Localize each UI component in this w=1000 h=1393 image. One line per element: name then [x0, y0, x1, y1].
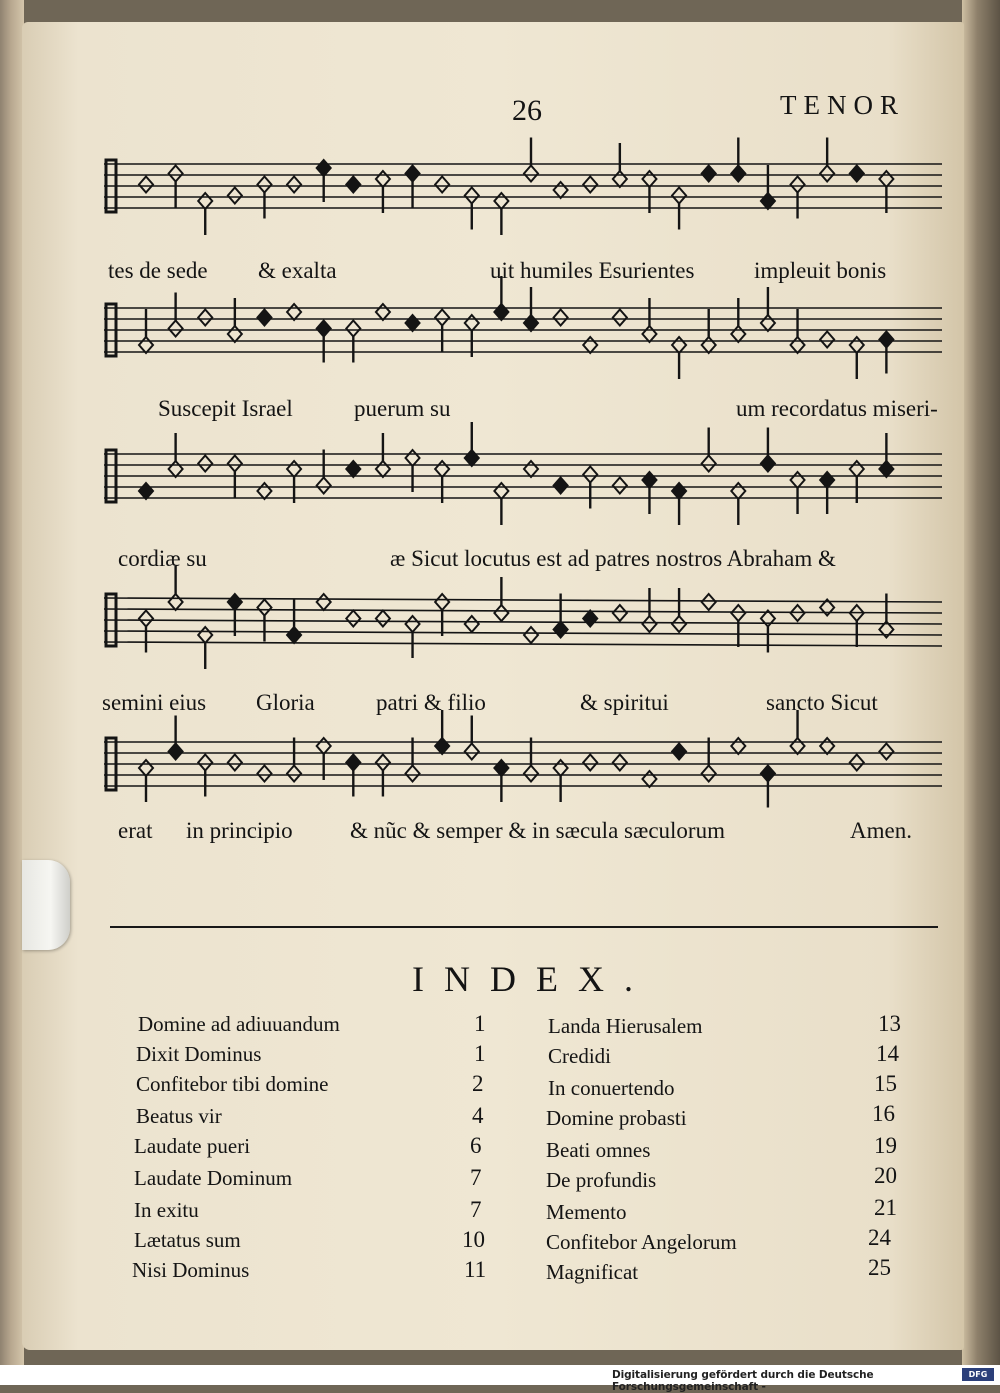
index-entry-title: Dixit Dominus: [136, 1042, 262, 1066]
lyric-fragment: sancto Sicut: [766, 690, 878, 715]
index-entry-page: 6: [470, 1133, 482, 1158]
index-entry-page: 14: [876, 1041, 899, 1066]
lyric-fragment: uit humiles Esurientes: [490, 258, 695, 283]
index-entry: [136, 1070, 328, 1098]
lyric-fragment: Suscepit Israel: [158, 396, 293, 421]
index-entry-page: 11: [464, 1257, 487, 1282]
index-entry-page: 25: [868, 1255, 891, 1280]
index-entry-page: 15: [874, 1071, 897, 1096]
lyric-fragment: Amen.: [850, 818, 912, 843]
index-entry-title: Beati omnes: [546, 1138, 651, 1162]
index-entry: [546, 1198, 626, 1226]
book-page: [22, 22, 964, 1350]
index-entry-page: 10: [462, 1227, 485, 1252]
lyric-fragment: in principio: [186, 818, 293, 843]
index-entry-title: In conuertendo: [548, 1076, 675, 1100]
index-entry-page: 4: [472, 1103, 484, 1128]
index-entry-title: De profundis: [546, 1168, 657, 1192]
index-entry: [138, 1010, 340, 1038]
lyrics-line-5: [118, 818, 958, 854]
index-entry: [134, 1164, 292, 1192]
index-entry: [548, 1012, 703, 1040]
index-entry-title: Memento: [546, 1200, 627, 1224]
index-entry-title: Magnificat: [546, 1260, 639, 1284]
index-entry-page: 19: [874, 1133, 897, 1158]
music-staff-3: [88, 424, 948, 534]
index-entry-page: 20: [874, 1163, 897, 1188]
lyric-fragment: erat: [118, 818, 153, 843]
index-entry: [136, 1102, 222, 1130]
lyric-fragment: & nũc & semper & in sæcula sæculorum: [350, 818, 725, 843]
index-entry: [134, 1196, 199, 1224]
footer-credit-text: Digitalisierung gefördert durch die Deutsche Forschungsgemeinschaft -: [612, 1369, 874, 1393]
index-entry-page: 2: [472, 1071, 484, 1096]
index-entry-title: In exitu: [134, 1198, 199, 1222]
lyric-fragment: puerum su: [354, 396, 451, 421]
index-entry-title: Credidi: [548, 1044, 611, 1068]
page-number: 26: [512, 94, 542, 127]
lyric-fragment: cordiæ su: [118, 546, 207, 571]
index-entry-page: 16: [872, 1101, 895, 1126]
index-entry: [132, 1256, 249, 1284]
index-entry: [136, 1040, 261, 1068]
index-entry: [546, 1258, 638, 1286]
index-entry-title: Landa Hierusalem: [548, 1014, 703, 1038]
index-entry: [548, 1042, 611, 1070]
index-entry-page: 13: [878, 1011, 901, 1036]
index-entry: [546, 1228, 737, 1256]
index-entry: [546, 1104, 687, 1132]
lyric-fragment: tes de sede: [108, 258, 208, 283]
lyric-fragment: patri & filio: [376, 690, 486, 715]
book-edge-right: [962, 0, 1000, 1365]
index-entry: [546, 1166, 656, 1194]
index-entry-title: Beatus vir: [136, 1104, 222, 1128]
music-staff-4: [88, 568, 948, 678]
index-entry-page: 7: [470, 1165, 482, 1190]
lyric-fragment: impleuit bonis: [754, 258, 887, 283]
index-entry-page: 1: [474, 1011, 486, 1036]
lyric-fragment: æ Sicut locutus est ad patres nostros Abraham &: [390, 546, 836, 571]
index-entry-page: 1: [474, 1041, 486, 1066]
index-entry-title: Laudate pueri: [134, 1134, 251, 1158]
index-entry-title: Domine ad adiuuandum: [138, 1012, 340, 1036]
index-entry: [548, 1074, 675, 1102]
page-clip: [22, 860, 70, 950]
index-entry-title: Nisi Dominus: [132, 1258, 250, 1282]
index-entry-page: 24: [868, 1225, 891, 1250]
index-entry-title: Domine probasti: [546, 1106, 687, 1130]
dfg-logo: DFG: [962, 1368, 994, 1381]
lyric-fragment: & spiritui: [580, 690, 669, 715]
index-entry-title: Confitebor Angelorum: [546, 1230, 737, 1254]
book-edge-left: [0, 0, 24, 1365]
lyric-fragment: Gloria: [256, 690, 315, 715]
index-entry-page: 7: [470, 1197, 482, 1222]
voice-heading: TENOR: [780, 90, 905, 120]
music-staff-1: [88, 134, 948, 244]
lyric-fragment: & exalta: [258, 258, 337, 283]
index-entry-title: Lætatus sum: [134, 1228, 241, 1252]
index-entry: [546, 1136, 650, 1164]
section-divider: [110, 926, 938, 928]
index-title: INDEX.: [412, 959, 653, 999]
digitization-footer: [0, 1365, 1000, 1393]
index-entry: [134, 1132, 250, 1160]
lyric-fragment: um recordatus miseri-: [736, 396, 938, 421]
music-staff-2: [88, 278, 948, 388]
music-staff-5: [88, 712, 948, 822]
index-entry-title: Laudate Dominum: [134, 1166, 293, 1190]
lyric-fragment: semini eius: [102, 690, 207, 715]
index-entry-title: Confitebor tibi domine: [136, 1072, 329, 1096]
index-entry: [134, 1226, 241, 1254]
index-entry-page: 21: [874, 1195, 897, 1220]
